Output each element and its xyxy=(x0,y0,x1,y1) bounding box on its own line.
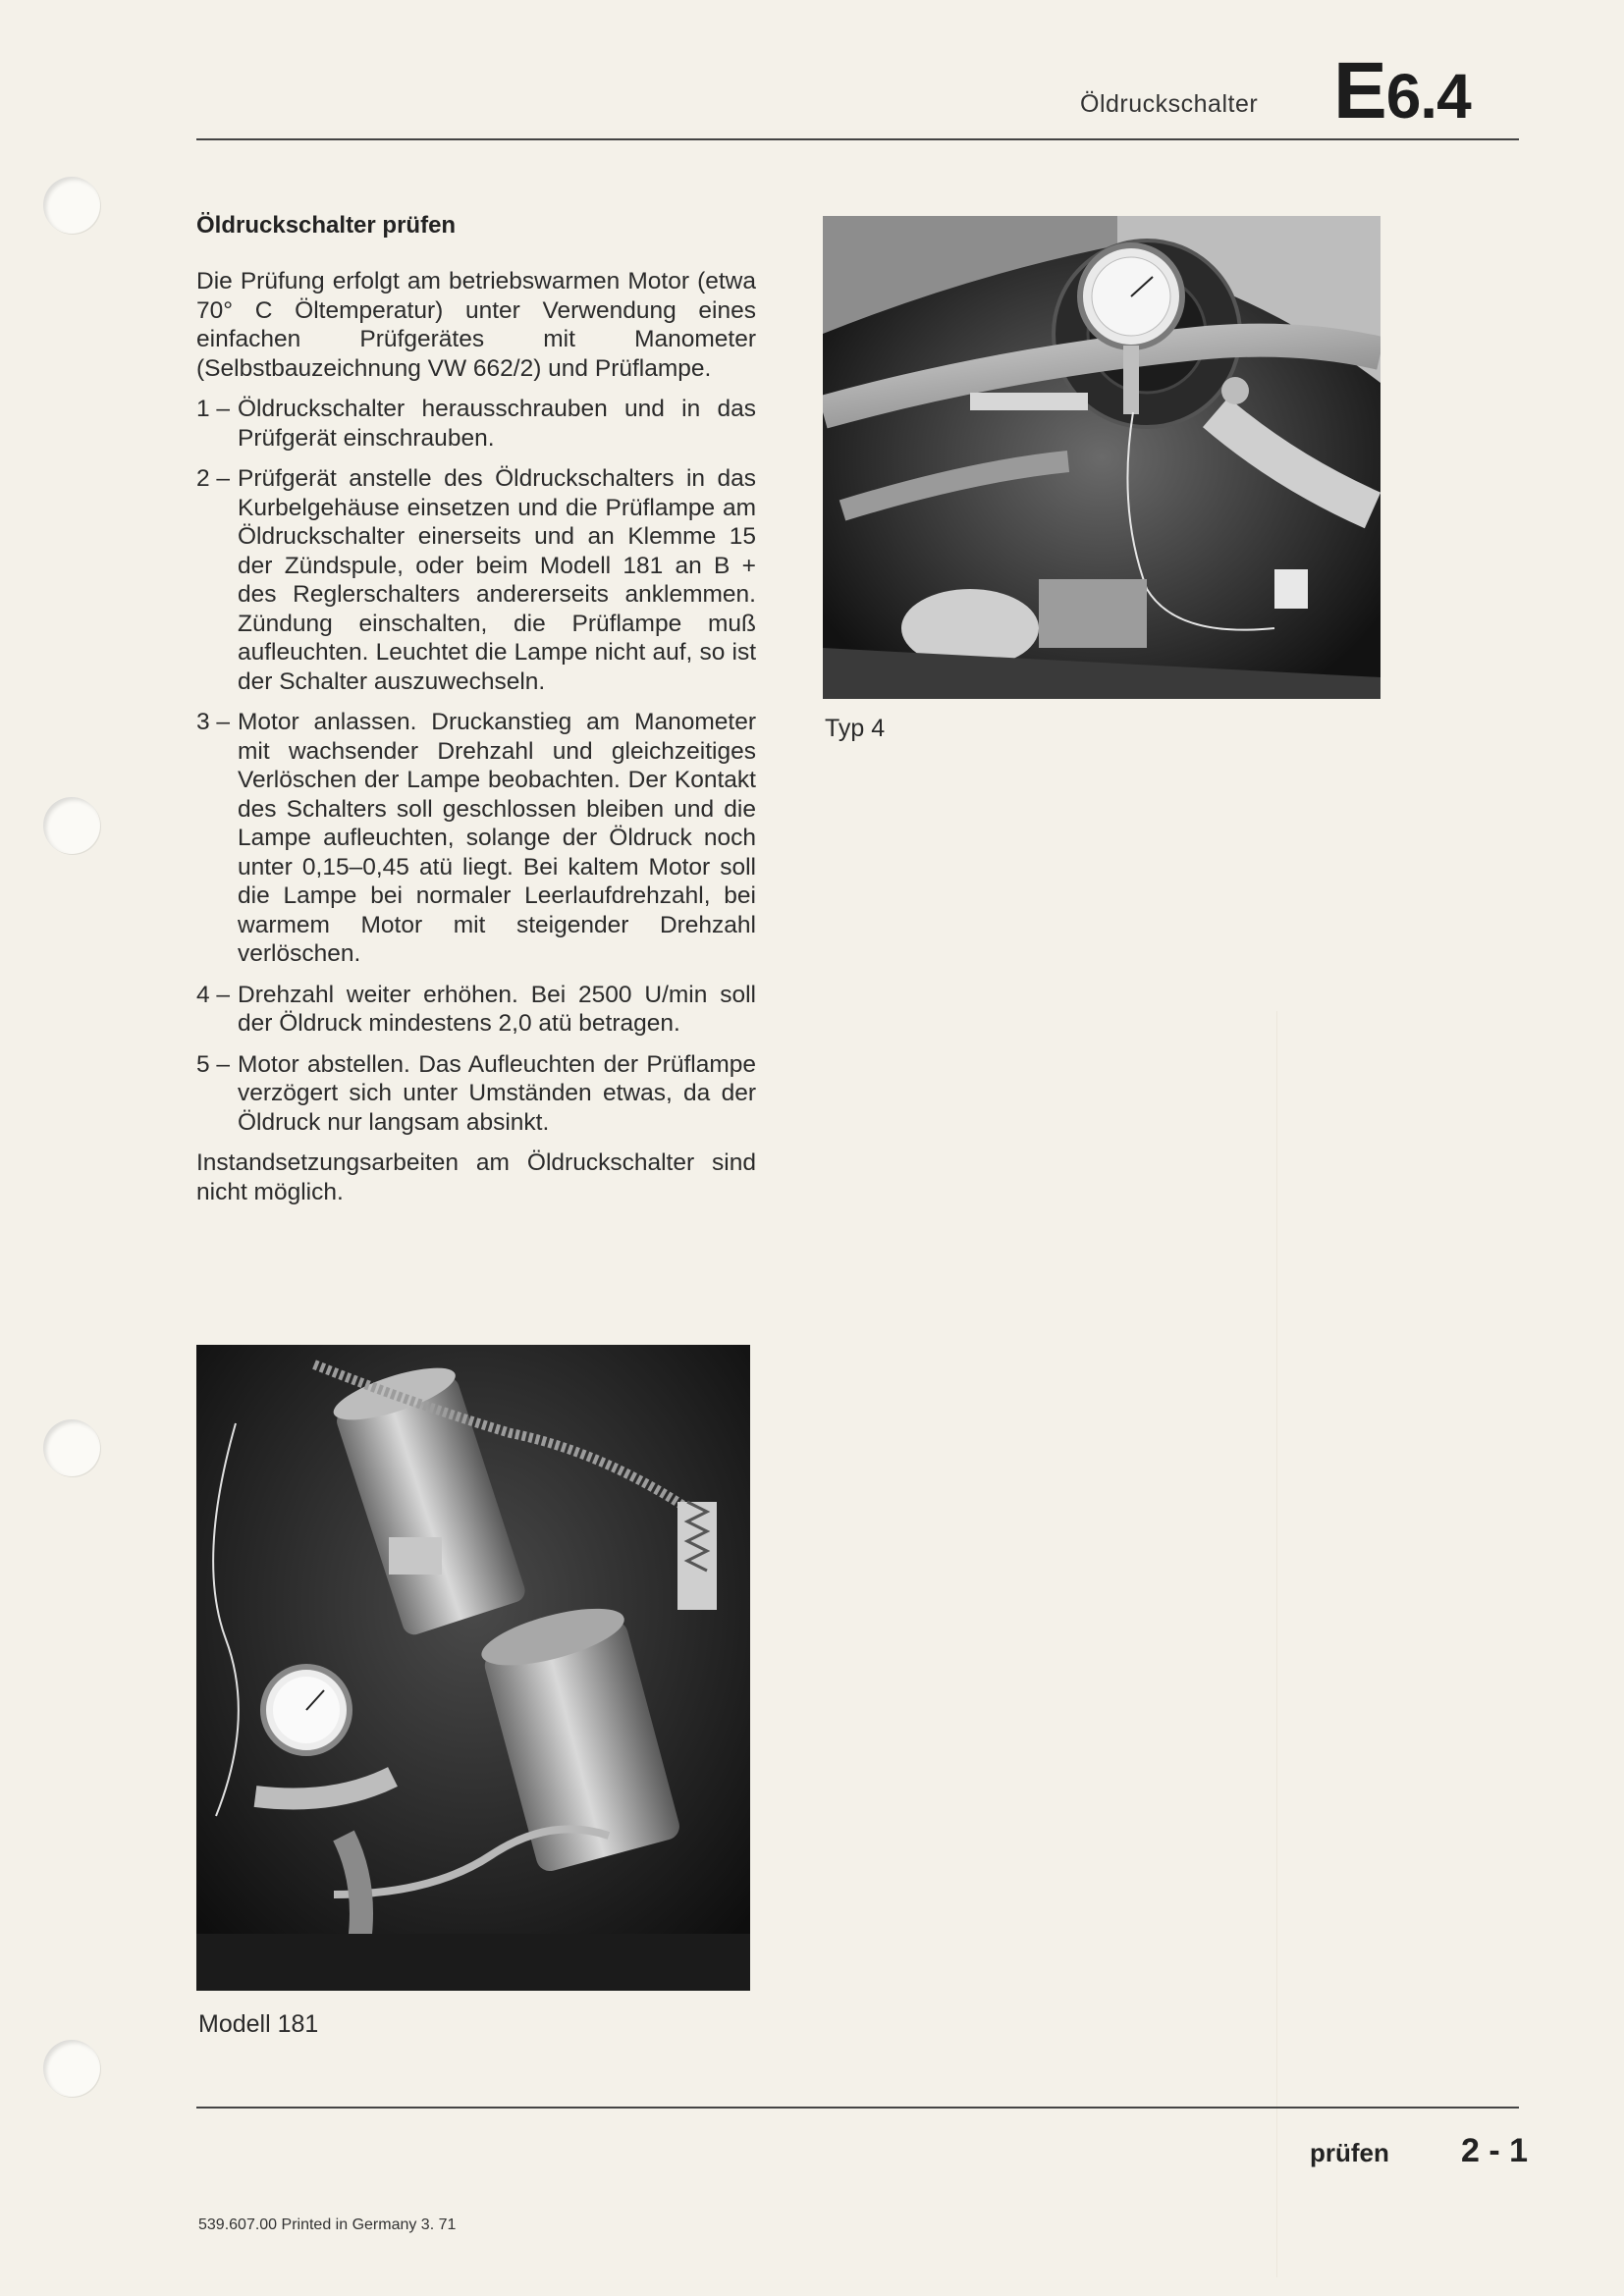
step-number: 3 – xyxy=(196,709,231,735)
closing-paragraph: Instandsetzungsarbeiten am Öldruckschalter sind nicht möglich. xyxy=(196,1149,756,1205)
intro-paragraph: Die Prüfung erfolgt am betriebswarmen Motor (etwa 70° C Öltemperatur) unter Verwendung eines einfachen Prüfgerätes mit Manometer (Selbstbauzeichnung VW 662/2) und Prüflampe. xyxy=(196,268,756,382)
header-title: Öldruckschalter xyxy=(1080,90,1259,118)
engine-photo-typ4-illustration xyxy=(823,216,1380,699)
binder-hole xyxy=(43,797,100,854)
instruction-text xyxy=(196,267,756,1218)
engine-photo-modell-181-illustration xyxy=(196,1345,750,1991)
photo-typ4 xyxy=(823,216,1380,699)
step-item xyxy=(196,1050,756,1138)
page-number: 2 - 1 xyxy=(1461,2132,1529,2169)
footer-rule xyxy=(196,2107,1519,2109)
step-number: 5 – xyxy=(196,1050,231,1078)
binder-hole xyxy=(43,177,100,234)
step-text: Drehzahl weiter erhöhen. Bei 2500 U/min soll der Öldruck mindestens 2,0 atü betragen. xyxy=(238,981,756,1037)
step-item xyxy=(196,464,756,696)
step-number: 2 – xyxy=(196,465,231,492)
caption-typ4: Typ 4 xyxy=(825,715,886,742)
binder-hole xyxy=(43,2040,100,2097)
page-fold-line xyxy=(1276,1011,1277,2277)
print-note: 539.607.00 Printed in Germany 3. 71 xyxy=(198,2216,457,2233)
step-number: 1 – xyxy=(196,396,231,422)
step-number: 4 – xyxy=(196,981,231,1008)
section-code-number: 6.4 xyxy=(1385,61,1471,132)
binder-hole xyxy=(43,1419,100,1476)
step-text: Prüfgerät anstelle des Öldruckschalters in das Kurbelgehäuse einsetzen und die Prüflampe am Öldruckschalter einerseits und an Klemme 15 der Zündspule, oder beim Modell 181 an B + des Reglerschalters andererseits anklemmen. Zündung einschalten, die Prüflampe muß aufleuchten. Leuchtet die Lampe nicht auf, so ist der Schalter auszuwechseln. xyxy=(238,465,756,695)
step-item xyxy=(196,708,756,969)
caption-modell-181: Modell 181 xyxy=(198,2010,319,2038)
step-text: Motor abstellen. Das Aufleuchten der Prüflampe verzögert sich unter Umständen etwas, da der Öldruck nur langsam absinkt. xyxy=(238,1050,756,1136)
section-code xyxy=(1333,46,1471,135)
section-code-letter: E xyxy=(1333,46,1386,135)
step-item xyxy=(196,981,756,1039)
step-text: Motor anlassen. Druckanstieg am Manometer mit wachsender Drehzahl und gleichzeitiges Verlöschen der Lampe beobachten. Der Kontakt des Schalters soll geschlossen bleiben und die Lampe aufleuchten, solange der Öldruck noch unter 0,15–0,45 atü liegt. Bei kaltem Motor soll die Lampe bei normaler Leerlaufdrehzahl, bei warmem Motor mit steigender Drehzahl verlöschen. xyxy=(238,709,756,967)
footer-label: prüfen xyxy=(1310,2138,1389,2167)
header-rule xyxy=(196,138,1519,140)
step-item xyxy=(196,395,756,453)
section-title: Öldruckschalter prüfen xyxy=(196,212,457,239)
photo-modell-181 xyxy=(196,1345,750,1991)
step-text: Öldruckschalter herausschrauben und in das Prüfgerät einschrauben. xyxy=(238,396,756,452)
